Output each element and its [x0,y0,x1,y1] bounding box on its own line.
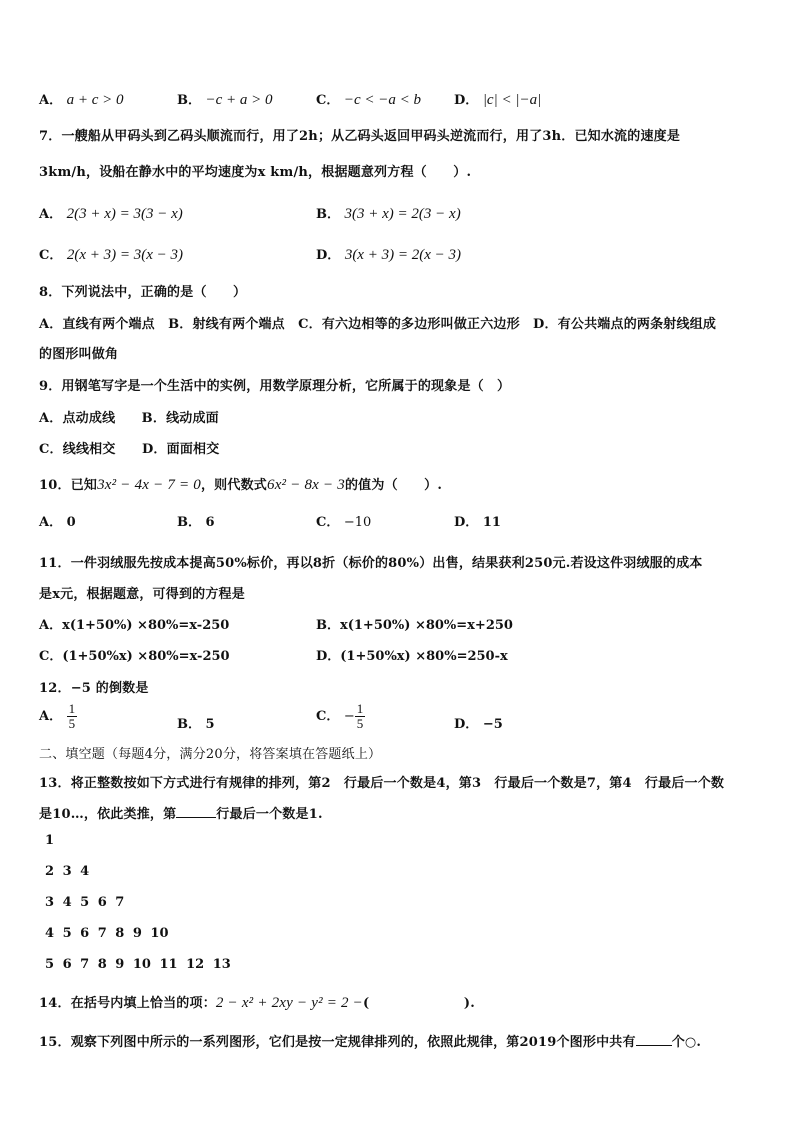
q10-expression: 6x² − 8x − 3 [267,477,345,493]
q12-option-d: D． −5 [454,717,503,732]
q11-option-c: C．(1+50%x) ×80%=x-250 [39,649,230,664]
q13-row-3: 3 4 5 6 7 [45,895,125,910]
q7-option-c: C． 2(x + 3) = 3(x − 3) [39,247,184,263]
q7-option-b: B． 3(3 + x) = 2(3 − x) [316,206,461,222]
q6-option-d: D． |c| < |−a| [454,92,542,108]
q12-stem: 12．−5 的倒数是 [39,681,149,696]
q7-stem-line2: 3km/h，设船在静水中的平均速度为x km/h，根据题意列方程（ ）. [39,165,472,180]
q6-option-b: B． −c + a > 0 [177,92,273,108]
q13-row-1: 1 [45,833,55,848]
q10-equation: 3x² − 4x − 7 = 0 [97,477,201,493]
q10-option-b: B． 6 [177,515,215,530]
q11-option-b: B．x(1+50%) ×80%=x+250 [316,618,513,633]
q15-stem: 15．观察下列图中所示的一系列图形，它们是按一定规律排列的，依照此规律，第2019个图形中共有 个○. [39,1035,702,1050]
q8-stem: 8．下列说法中，正确的是（ ） [39,285,247,300]
q14-answer-blank[interactable]: ( ). [363,996,475,1011]
section-heading-fill-in: 二、填空题（每题4分，满分20分，将答案填在答题纸上） [39,747,382,762]
q13-stem-line2: 是10…，依此类推，第 行最后一个数是1. [39,807,323,822]
q10-option-d: D． 11 [454,515,501,530]
q7-option-d: D． 3(x + 3) = 2(x − 3) [316,247,461,263]
q12-c-fraction: $\frac{1}{5}$ [356,701,364,731]
q12-option-b: B． 5 [177,717,215,732]
q13-row-2: 2 3 4 [45,864,90,879]
q10-stem: 10．已知3x² − 4x − 7 = 0，则代数式6x² − 8x − 3的值为（ ）. [39,477,443,493]
q12-option-a: A． $\frac{1}{5}$ [39,701,76,731]
q6-option-c: C． −c < −a < b [316,92,422,108]
q7-stem-line1: 7．一艘船从甲码头到乙码头顺流而行，用了2h；从乙码头返回甲码头逆流而行，用了3h．已知水流的速度是 [39,129,681,144]
q11-stem-line1: 11．一件羽绒服先按成本提高50%标价，再以8折（标价的80%）出售，结果获利250元.若设这件羽绒服的成本 [39,556,703,571]
q9-stem: 9．用钢笔写字是一个生活中的实例，用数学原理分析，它所属于的现象是（ ） [39,379,511,394]
q8-options-line1: A．直线有两个端点 B．射线有两个端点 C．有六边相等的多边形叫做正六边形 D．有公共端点的两条射线组成 [39,317,717,332]
q13-stem-line1: 13．将正整数按如下方式进行有规律的排列，第2 行最后一个数是4，第3 行最后一个数是7，第4 行最后一个数 [39,776,725,791]
q9-options-line2: C．线线相交 D．面面相交 [39,442,220,457]
q11-option-a: A．x(1+50%) ×80%=x-250 [39,618,230,633]
q6-option-a: A． a + c > 0 [39,92,124,108]
q9-options-line1: A．点动成线 B．线动成面 [39,411,219,426]
q10-option-a: A． 0 [39,515,76,530]
q10-option-c: C． −10 [316,515,372,530]
q13-row-4: 4 5 6 7 8 9 10 [45,926,169,941]
q12-a-fraction: $\frac{1}{5}$ [68,701,76,731]
q15-answer-blank[interactable] [636,1033,672,1046]
q13-answer-blank[interactable] [176,805,216,818]
q11-option-d: D．(1+50%x) ×80%=250-x [316,649,508,664]
q8-options-line2: 的图形叫做角 [39,347,119,362]
q11-stem-line2: 是x元，根据题意，可得到的方程是 [39,587,245,602]
q14-stem: 14．在括号内填上恰当的项：2 − x² + 2xy − y² = 2 −( ). [39,995,475,1011]
q14-expression: 2 − x² + 2xy − y² = 2 − [215,995,363,1011]
q12-option-c: C． − $\frac{1}{5}$ [316,701,364,731]
q7-option-a: A． 2(3 + x) = 3(3 − x) [39,206,183,222]
q13-row-5: 5 6 7 8 9 10 11 12 13 [45,957,231,972]
